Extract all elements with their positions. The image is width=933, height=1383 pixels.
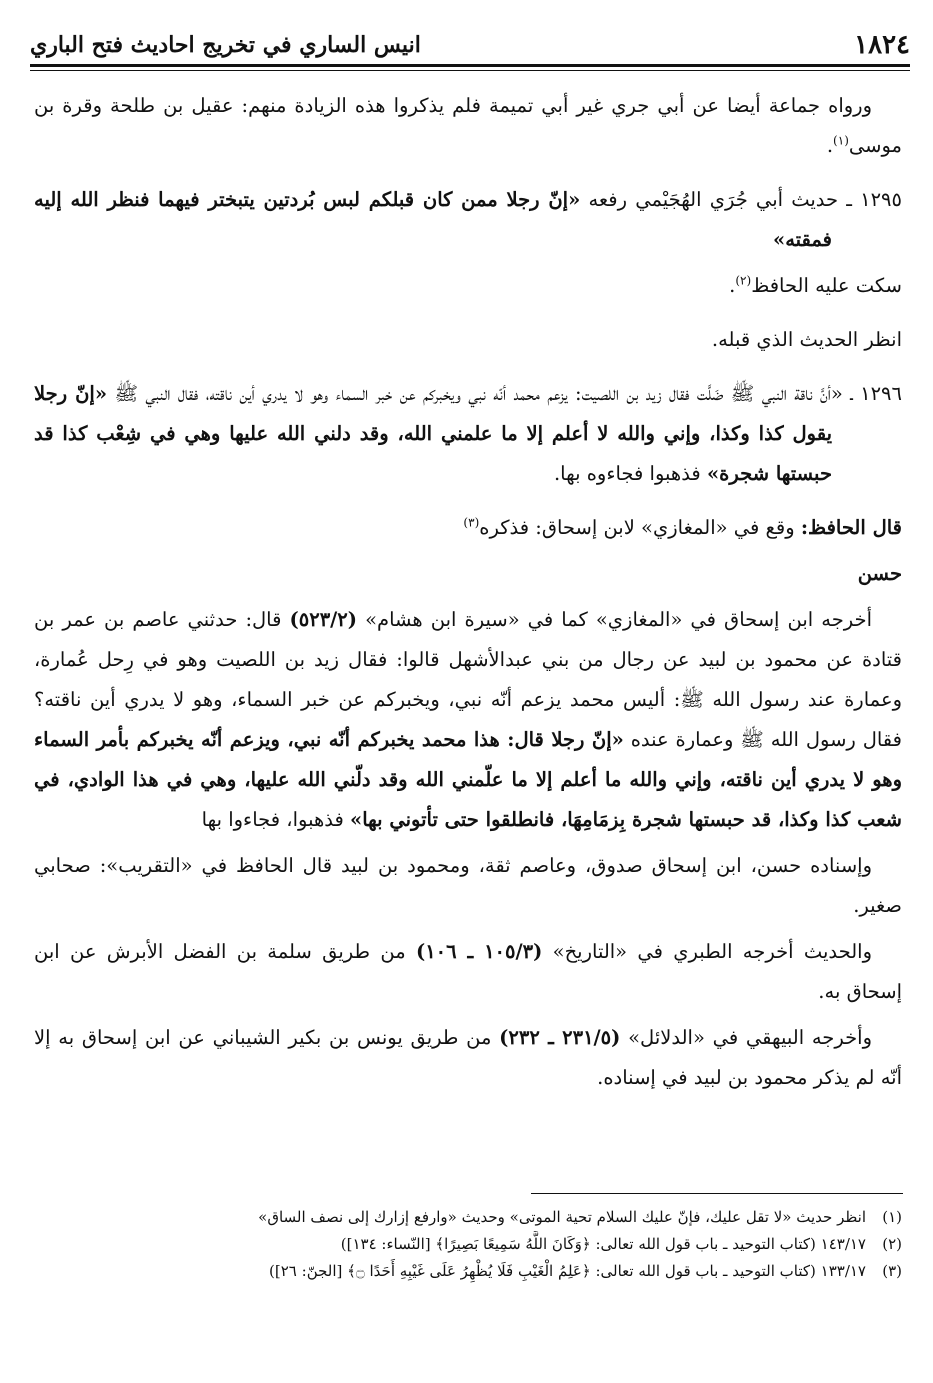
hadith-1296-text-a: «أنَّ ناقة النبي ﷺ ضَلَّت فقال زيد بن اللصيت: يزعم محمد أنّه نبي ويخبركم عن خبر السماء وهو لا يدري أين ناقته، فقال النبي ﷺ: [114, 382, 843, 405]
footnote-2: [34, 1231, 902, 1258]
footnote-2-text: ١٤٣/١٧ (كتاب التوحيد ـ باب قول الله تعالى: ﴿وَكَانَ اللَّهُ سَمِيعًا بَصِيرًا﴾ [النّساء: ١٣٤]): [340, 1235, 866, 1253]
footnote-ref-3: (٣): [463, 515, 480, 530]
hadith-1295-text: «إنّ رجلا ممن كان قبلكم لبس بُردتين يتبختر فيهما فنظر الله إليه فمقته»: [34, 188, 832, 251]
footnote-1-text: انظر حديث «لا تقل عليك، فإنّ عليك السلام تحية الموتى» وحديث «وارفع إزارك إلى نصف الساق»: [258, 1208, 866, 1226]
paragraph-see-previous: انظر الحديث الذي قبله.: [711, 328, 902, 351]
hadith-1296-number: ١٢٩٦ ـ: [850, 382, 902, 405]
takhrij-text-b: قال: حدثني عاصم بن عمر بن قتادة عن محمود بن لبيد عن رجال من بني عبدالأشهل قالوا: فقال زيد بن اللصيت وهو في رِحل عُمارة، وعمارة عند رسول الله ﷺ: أليس محمد يزعم أنّه نبي، ويخبركم عن خبر السماء، وهو لا يدري أين ناقته؟ فقال رسول الله ﷺ وعمارة عنده: [34, 608, 902, 751]
takhrij-ref: (٥٢٣/٢): [289, 608, 358, 631]
page-header: [30, 30, 910, 64]
bayhaqi-text-b: من طريق يونس بن بكير الشيباني عن ابن إسحاق به إلا أنّه لم يذكر محمود بن لبيد في إسناده.: [34, 1026, 902, 1089]
silent-end: .: [729, 274, 736, 297]
footnote-3-text: ١٣٣/١٧ (كتاب التوحيد ـ باب قول الله تعالى: ﴿عَلِمُ الْغَيْبِ فَلَا يُظْهِرُ عَلَى غَيْبِهِ أَحَدًا ۝﴾ [الجنّ: ٢٦]): [269, 1262, 866, 1280]
narration-end: .: [826, 134, 834, 157]
footnote-1-key: (١): [882, 1208, 902, 1226]
paragraph-silent: [34, 266, 902, 306]
paragraph-narration: [34, 86, 902, 166]
footnotes: [34, 1204, 902, 1285]
tabari-ref: (١٠٥/٣ ـ ١٠٦): [415, 940, 543, 963]
footnote-3: [34, 1258, 902, 1285]
takhrij-end: فذهبوا، فجاءوا بها: [201, 808, 344, 831]
hafiz-text: وقع في «المغازي» لابن إسحاق: فذكره: [479, 516, 795, 539]
paragraph-bayhaqi: [34, 1018, 902, 1098]
takhrij-text-a: أخرجه ابن إسحاق في «المغازي» كما في «سيرة ابن هشام»: [365, 608, 873, 631]
footnote-2-key: (٢): [882, 1235, 902, 1253]
header-rule-thin: [30, 70, 910, 71]
hadith-1295-number: ١٢٩٥ ـ: [846, 188, 903, 211]
silent-text: سكت عليه الحافظ: [751, 274, 902, 297]
hadith-1296-quote: «إنّ رجلا يقول كذا وكذا، وإني والله لا أعلم إلا ما علمني الله، وقد دلني الله عليها وهي في شِعْب كذا قد حبستها شجرة»: [34, 382, 832, 485]
paragraph-tabari: [34, 932, 902, 1012]
footnote-ref-1: (١): [833, 133, 849, 148]
footnote-1: [34, 1204, 902, 1231]
hadith-1296: [34, 374, 902, 494]
takhrij-quote: «إنّ رجلا قال: هذا محمد يخبركم أنّه نبي، ويزعم أنّه يخبركم بأمر السماء وهو لا يدري أين ناقته، وإني والله ما أعلم إلا ما علّمني الله وقد دلّني الله عليها، وهي في هذا الوادي، في شعب كذا وكذا، قد حبستها شجرة بِزمَامِهَا، فانطلقوا حتى تأتوني بها»: [34, 728, 902, 831]
paragraph-hafiz: [34, 508, 902, 548]
main-text: [34, 86, 902, 1104]
footnote-3-key: (٣): [882, 1262, 902, 1280]
tabari-text-a: والحديث أخرجه الطبري في «التاريخ»: [552, 940, 873, 963]
header-rule-thick: [30, 64, 910, 67]
hadith-1295-lead: حديث أبي جُرَي الهُجَيْمي رفعه: [588, 188, 839, 211]
footnote-separator: [531, 1193, 903, 1194]
paragraph-takhrij: [34, 600, 902, 840]
page-number: ١٨٢٤: [854, 30, 910, 60]
running-title: انيس الساري في تخريج احاديث فتح الباري: [30, 32, 421, 58]
narration-text: ورواه جماعة أيضا عن أبي جري غير أبي تميمة فلم يذكروا هذه الزيادة منهم: عقيل بن طلحة وقرة بن موسى: [34, 94, 902, 157]
paragraph-isnad: وإسناده حسن، ابن إسحاق صدوق، وعاصم ثقة، ومحمود بن لبيد قال الحافظ في «التقريب»: صحابي صغير.: [34, 854, 902, 917]
footnote-ref-2: (٢): [735, 273, 752, 288]
hadith-1296-text-c: فذهبوا فجاءوه بها.: [553, 462, 701, 485]
bayhaqi-text-a: وأخرجه البيهقي في «الدلائل»: [628, 1026, 872, 1049]
tabari-text-b: من طريق سلمة بن الفضل الأبرش عن ابن إسحاق به.: [34, 940, 902, 1003]
hadith-1295: [34, 180, 902, 260]
grade-label: حسن: [857, 562, 902, 585]
hafiz-label: قال الحافظ:: [800, 516, 902, 539]
bayhaqi-ref: (٢٣١/٥ ـ ٢٣٢): [499, 1026, 621, 1049]
